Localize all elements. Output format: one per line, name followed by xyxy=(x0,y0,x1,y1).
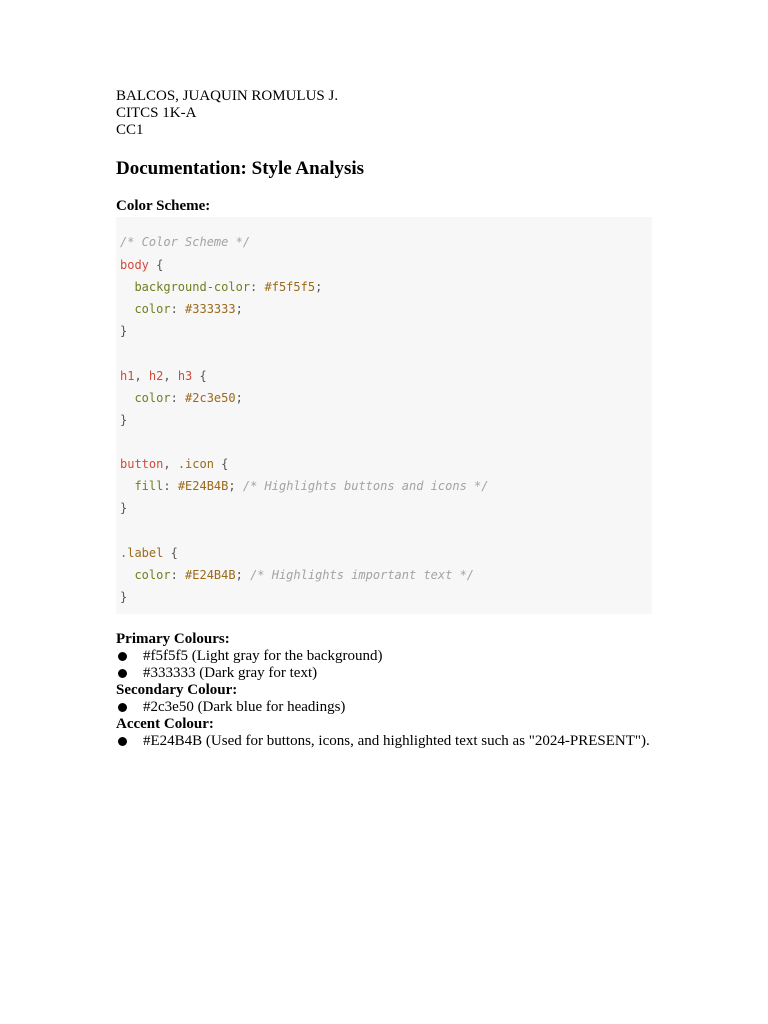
bullet-icon xyxy=(118,737,127,746)
code-line: .label { xyxy=(120,546,178,560)
code-line: body { xyxy=(120,258,164,272)
accent-colour-label: Accent Colour: xyxy=(116,716,214,732)
colour-list xyxy=(116,631,656,750)
bullet-icon xyxy=(118,669,127,678)
list-item: #333333 (Dark gray for text) xyxy=(116,665,656,682)
code-line: background-color: #f5f5f5; xyxy=(134,280,323,294)
document-title: Documentation: Style Analysis xyxy=(116,158,365,179)
bullet-icon xyxy=(118,652,127,661)
student-section: CITCS 1K-A xyxy=(116,105,197,121)
bullet-icon xyxy=(118,703,127,712)
code-line: h1, h2, h3 { xyxy=(120,369,207,383)
document-page xyxy=(116,88,656,750)
list-item: #f5f5f5 (Light gray for the background) xyxy=(116,648,656,665)
code-line: button, .icon { xyxy=(120,457,229,471)
code-line: } xyxy=(120,590,128,604)
code-line: } xyxy=(120,501,128,515)
code-line: color: #333333; xyxy=(134,302,243,316)
code-line: fill: #E24B4B; /* Highlights buttons and icons */ xyxy=(134,479,489,493)
code-line: } xyxy=(120,413,128,427)
color-scheme-label: Color Scheme: xyxy=(116,198,211,214)
secondary-colour-label: Secondary Colour: xyxy=(116,682,238,698)
code-block xyxy=(116,217,652,614)
primary-colours-list xyxy=(116,648,656,682)
list-item: #2c3e50 (Dark blue for headings) xyxy=(116,699,656,716)
secondary-colour-list xyxy=(116,699,656,716)
list-item: #E24B4B (Used for buttons, icons, and highlighted text such as "2024-PRESENT"). xyxy=(116,733,656,750)
accent-colour-list xyxy=(116,733,656,750)
code-line: color: #2c3e50; xyxy=(134,391,243,405)
primary-colours-label: Primary Colours: xyxy=(116,631,230,647)
code-line: color: #E24B4B; /* Highlights important text */ xyxy=(134,568,475,582)
student-name: BALCOS, JUAQUIN ROMULUS J. xyxy=(116,88,339,104)
code-line: /* Color Scheme */ xyxy=(120,235,251,249)
course-code: CC1 xyxy=(116,122,144,138)
code-line: } xyxy=(120,324,128,338)
